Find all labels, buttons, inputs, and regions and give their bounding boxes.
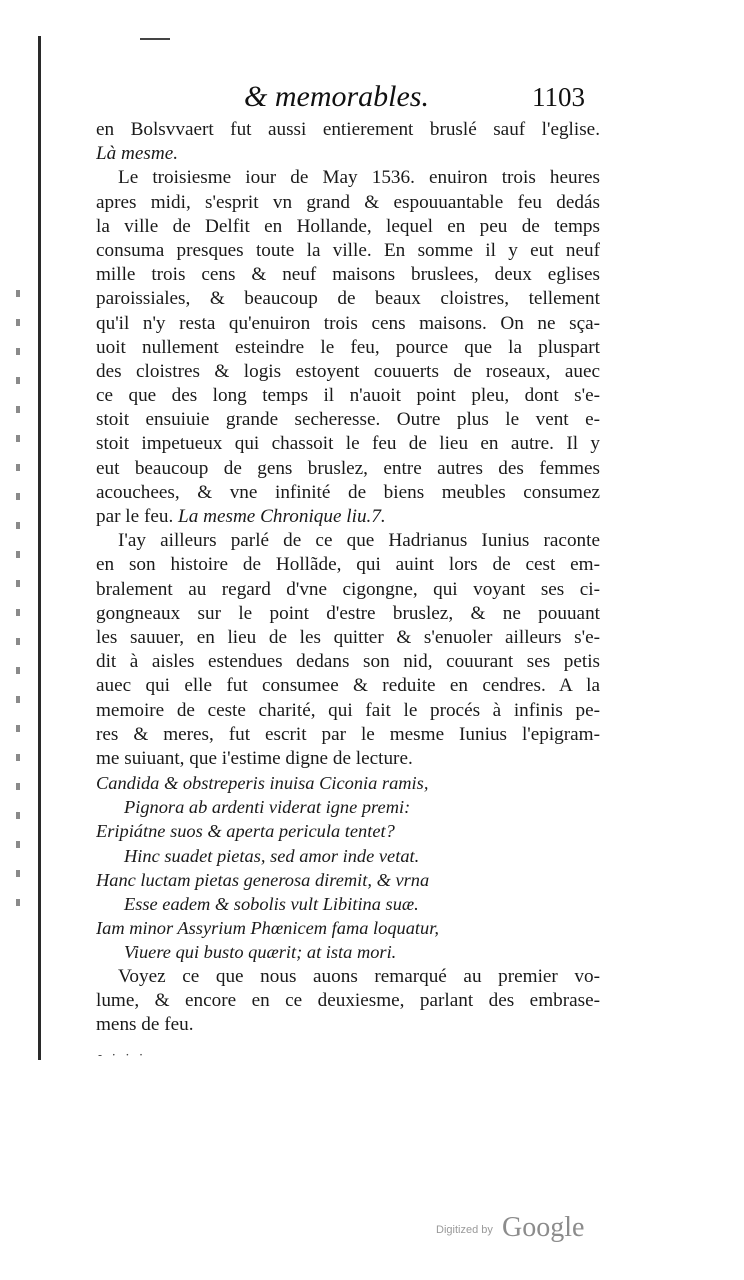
text-line: stoit impetueux qui chassoit le feu de lieu en autre. Il y — [96, 433, 600, 455]
text-line: me suiuant, que i'estime digne de lecture. — [96, 747, 413, 769]
google-watermark: Google — [502, 1212, 585, 1243]
text-line: en Bolsvvaert fut aussi entierement bruslé sauf l'eglise. — [96, 119, 600, 140]
text-line: res & meres, fut escrit par le mesme Iunius l'epigram- — [96, 723, 600, 745]
text-line: les sauuer, en lieu de les quitter & s'enuoler ailleurs s'e- — [96, 626, 600, 648]
text-line: gongneaux sur le point d'estre bruslez, & ne pouuant — [96, 602, 600, 624]
source-citation: La mesme Chronique liu.7. — [178, 506, 386, 527]
text-line: paroissiales, & beaucoup de beaux cloistres, tellement — [96, 288, 600, 310]
verse-line: Candida & obstreperis inuisa Ciconia ramis, — [96, 773, 429, 794]
scan-mark-bottom: - · · · — [98, 1048, 146, 1062]
verse-line: Viuere qui busto quærit; at ista mori. — [124, 942, 397, 963]
text-line: memoire de ceste charité, qui fait le procés à infinis pe- — [96, 699, 600, 721]
running-title: & memorables. — [244, 80, 429, 113]
text-line: des cloistres & logis estoyent couuerts de roseaux, auec — [96, 360, 600, 382]
text-line: lume, & encore en ce deuxiesme, parlant des embrase- — [96, 989, 600, 1011]
text-fragment: par le feu. — [96, 506, 174, 527]
text-line: auec qui elle fut consumee & reduite en cendres. A la — [96, 675, 600, 697]
text-line: eut beaucoup de gens bruslez, entre autres des femmes — [96, 457, 600, 479]
text-line: acouchees, & vne infinité de biens meubles consumez — [96, 481, 600, 503]
gutter-marks — [16, 290, 22, 990]
scan-mark-top — [140, 38, 170, 40]
body-text — [96, 118, 600, 1037]
verse-line: Iam minor Assyrium Phœnicem fama loquatur, — [96, 918, 439, 939]
text-line: mens de feu. — [96, 1013, 194, 1035]
text-line: apres midi, s'esprit vn grand & espouuantable feu dedás — [96, 191, 600, 213]
text-line: stoit ensuiuie grande secheresse. Outre plus le vent e- — [96, 409, 600, 431]
text-line: qu'il n'y resta qu'enuiron trois cens maisons. On ne sça- — [96, 312, 600, 334]
text-line: Le troisiesme iour de May 1536. enuiron trois heures — [118, 167, 600, 189]
source-citation: Là mesme. — [96, 143, 179, 165]
verse-line: Esse eadem & sobolis vult Libitina suæ. — [124, 894, 419, 914]
latin-epigram — [96, 771, 600, 965]
page-edge-rule — [38, 36, 41, 1060]
verse-line: Hanc luctam pietas generosa diremit, & vrna — [96, 869, 430, 890]
text-line: uoit nullement esteindre le feu, pource que la pluspart — [96, 336, 600, 358]
text-line: consuma presques toute la ville. En somme il y eut neuf — [96, 239, 600, 261]
text-line: mille trois cens & neuf maisons bruslees, deux eglises — [96, 264, 600, 286]
verse-line: Hinc suadet pietas, sed amor inde vetat. — [124, 845, 420, 866]
text-line: bralement au regard d'vne cigongne, qui voyant ses ci- — [96, 578, 600, 600]
text-line: la ville de Delfit en Hollande, lequel en peu de temps — [96, 215, 600, 237]
text-line: dit à aisles estendues dedans son nid, couurant ses petis — [96, 651, 600, 673]
text-line: Voyez ce que nous auons remarqué au premier vo- — [118, 965, 600, 987]
text-line — [96, 505, 600, 529]
text-line: en son histoire de Hollãde, qui auint lors de cest em- — [96, 554, 600, 576]
verse-line: Eripiátne suos & aperta pericula tentet? — [96, 821, 395, 842]
digitized-label: Digitized by — [436, 1224, 493, 1236]
page-number: 1103 — [532, 82, 585, 112]
verse-line: Pignora ab ardenti viderat igne premi: — [124, 797, 411, 818]
text-line: ce que des long temps il n'auoit point pleu, dont s'e- — [96, 385, 600, 407]
text-line: I'ay ailleurs parlé de ce que Hadrianus Iunius raconte — [118, 530, 600, 552]
